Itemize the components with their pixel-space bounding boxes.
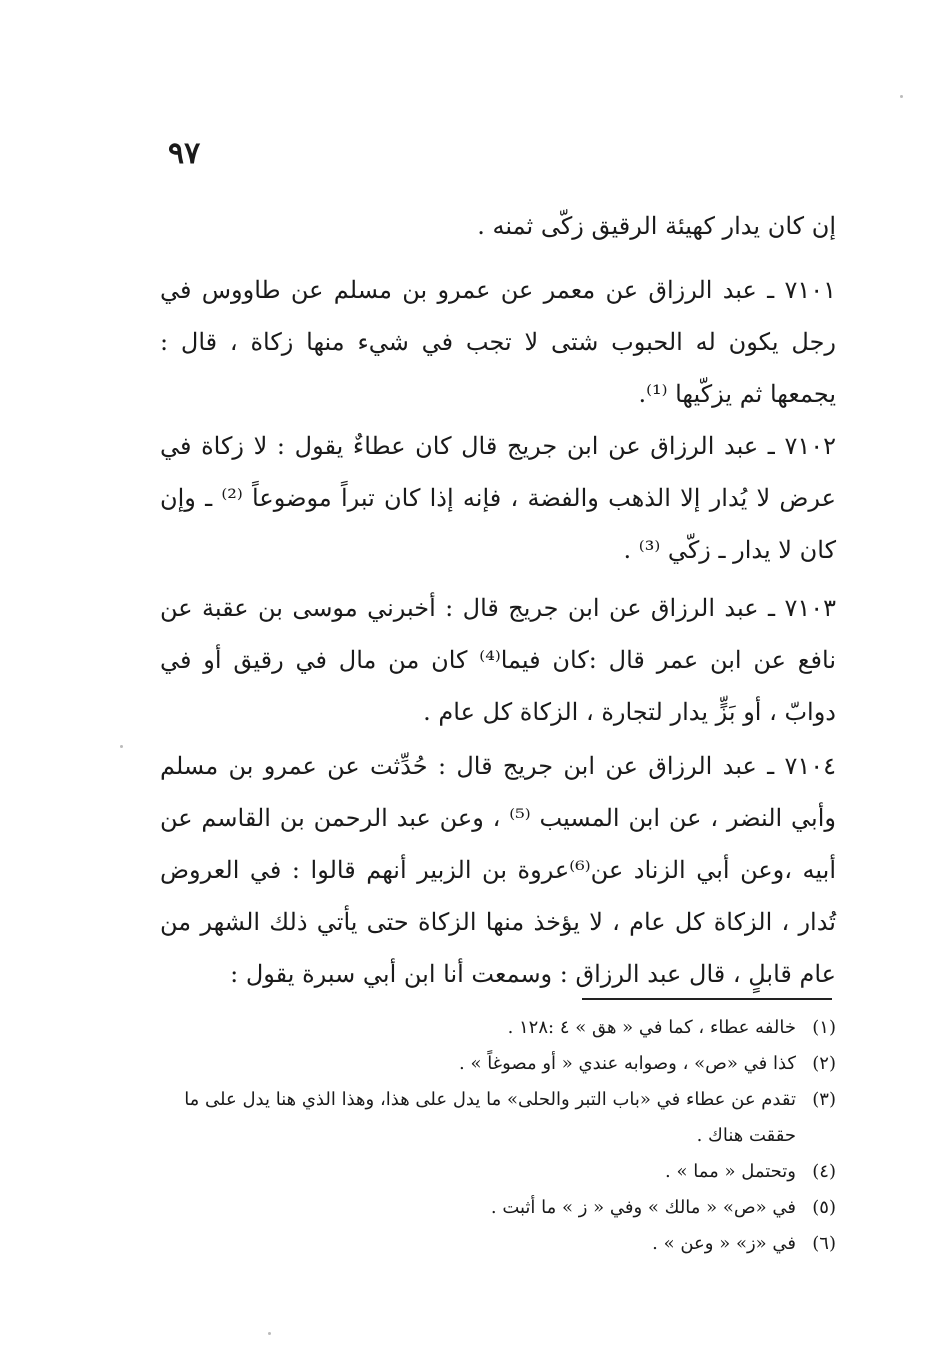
intro-text: إن كان يدار كهيئة الرقيق زكّى ثمنه . — [477, 212, 836, 240]
entry-7102 — [160, 420, 836, 576]
entry-text: ٧١٠٢ ـ عبد الرزاق عن ابن جريج قال كان عطاءٌ يقول : لا زكاة في عرض لا يُدار إلا الذهب والفضة ، فإنه إذا كان تبراً موضوعاً ⁽²⁾ ـ وإن كان لا يدار ـ زكّي ⁽³⁾ . — [160, 432, 836, 564]
footnote-text: وتحتمل « مما » . — [665, 1161, 796, 1182]
scan-speck — [900, 95, 903, 98]
footnote-divider — [582, 998, 832, 1000]
footnote-item — [160, 1082, 836, 1154]
footnote-item — [160, 1046, 836, 1082]
entry-7101 — [160, 264, 836, 420]
scan-speck — [120, 745, 123, 748]
footnote-number: (١) — [812, 1017, 836, 1038]
footnotes — [160, 1010, 836, 1262]
footnote-number: (٦) — [812, 1233, 836, 1254]
footnote-text: تقدم عن عطاء في «باب التبر والحلى» ما يدل على هذا، وهذا الذي هنا يدل على ما حققت هناك . — [184, 1089, 796, 1146]
entry-text: ٧١٠١ ـ عبد الرزاق عن معمر عن عمرو بن مسلم عن طاووس في رجل يكون له الحبوب شتى لا تجب في شيء منها زكاة ، قال : يجمعها ثم يزكّيها ⁽¹⁾. — [160, 276, 836, 408]
footnote-text: كذا في «ص» ، وصوابه عندي « أو مصوغاً » . — [459, 1053, 796, 1074]
entry-7104 — [160, 740, 836, 1000]
footnote-text: في «ص» « مالك » وفي « ز » ما أثبت . — [490, 1197, 796, 1218]
footnote-item — [160, 1010, 836, 1046]
footnote-item — [160, 1226, 836, 1262]
footnote-number: (٤) — [812, 1161, 836, 1182]
entry-text: ٧١٠٤ ـ عبد الرزاق عن ابن جريج قال : حُدِّثت عن عمرو بن مسلم وأبي النضر ، عن ابن المسيب ⁽⁵⁾ ، وعن عبد الرحمن بن القاسم عن أبيه ،وعن أبي الزناد عن⁽⁶⁾عروة بن الزبير أنهم قالوا : في العروض تُدار ، الزكاة كل عام ، لا يؤخذ منها الزكاة حتى يأتي ذلك الشهر من عام قابلٍ ، قال عبد الرزاق : وسمعت أنا ابن أبي سبرة يقول : — [160, 752, 837, 988]
footnote-number: (٣) — [812, 1089, 836, 1110]
footnote-item — [160, 1154, 836, 1190]
entry-7103 — [160, 582, 836, 738]
scan-speck — [268, 1332, 271, 1335]
page-number: ٩٧ — [168, 136, 201, 171]
footnote-text: في «ز» « وعن » . — [652, 1233, 796, 1254]
footnote-number: (٢) — [812, 1053, 836, 1074]
entry-text: ٧١٠٣ ـ عبد الرزاق عن ابن جريج قال : أخبرني موسى بن عقبة عن نافع عن ابن عمر قال :كان فيما⁽⁴⁾ كان من مال في رقيق أو في دوابّ ، أو بَزٍّ يدار لتجارة ، الزكاة كل عام . — [160, 594, 837, 726]
footnote-text: خالفه عطاء ، كما في « هق » ٤ :١٢٨ . — [507, 1017, 796, 1038]
intro-line — [160, 200, 836, 252]
footnote-item — [160, 1190, 836, 1226]
footnote-number: (٥) — [812, 1197, 836, 1218]
